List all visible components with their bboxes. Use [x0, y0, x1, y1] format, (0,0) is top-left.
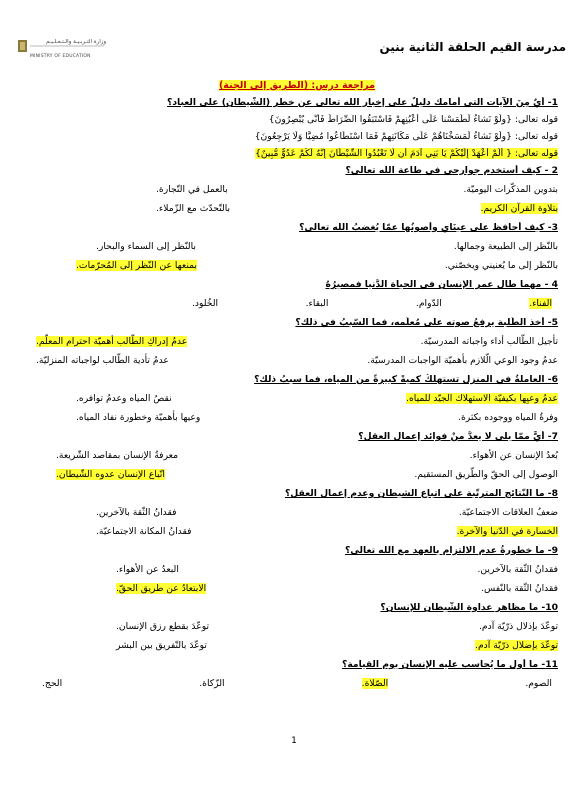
q9-option-4: الابتعادُ عن طريق الحقّ. [116, 583, 207, 594]
q7-option-3: الوصول إلى الحقّ والطّريق المستقيم. [414, 469, 558, 480]
page-number: 1 [291, 736, 297, 746]
q6-options-row-1 [36, 393, 558, 404]
q9-option-3: فقدانُ الثّقة بالنّفس. [481, 583, 558, 594]
q10-option-4: توعّدَ بالتّفريق بين البشر [116, 640, 207, 651]
q2-option-1: بتدوين المذكّرات اليوميّة. [463, 184, 558, 195]
worksheet-content [36, 80, 558, 697]
q2-options-row-2 [36, 203, 558, 214]
q3-options-row-1 [36, 241, 558, 252]
question-11: 11- ما أول ما يُحاسب عليه الإنسان يوم القيامة؟ [342, 659, 558, 670]
lesson-title: مراجعة درس: (الطريق إلى الجنة) [218, 80, 376, 91]
q10-option-2: توعّدَ بقطع رزق الإنسان. [116, 621, 210, 632]
q7-option-2: معرفةُ الإنسان بمقاصد الشّريعة. [56, 450, 178, 461]
question-1: 1- أيٌ مِنَ الآيات التي أمامك دليلٌ على إخبار الله تعالى عن خطر (الشّيطان) على العباد؟ [167, 97, 558, 108]
question-8: 8- ما النّتائج المترتّبة على اتباع الشيطان وعدم إعمال العقل؟ [284, 488, 558, 499]
q10-option-1: توعّدَ بإذلال ذرّيّة آدم. [479, 621, 558, 632]
q11-options-row [36, 678, 558, 689]
q5-option-3: عدمُ وجود الوعي الّلازم بأهميّة الواجبات المدرسيّة. [367, 355, 558, 366]
q9-option-2: البعدُ عن الأهواء. [116, 564, 179, 575]
question-6: 6- العاملةُ في المنزل تستهلكُ كميةً كبيرةً من المياه، فما سببُ ذلك؟ [254, 374, 558, 385]
q7-options-row-2 [36, 469, 558, 480]
q5-option-2: عدمُ إدراكِ الطّالب أهميّة احترام المعلّم. [36, 336, 188, 347]
q2-option-3: بتلاوة القرآن الكريم. [480, 203, 558, 214]
q11-option-2: الصّلاة. [361, 678, 389, 689]
q3-option-3: بالنّظر إلى ما يُعنيني ويخصّني. [444, 260, 558, 271]
q10-options-row-1 [36, 621, 558, 632]
q3-option-2: بالنّظر إلى السماء والبحار. [96, 241, 196, 252]
q2-option-2: بالعمل في التّجارة. [156, 184, 228, 195]
q4-options-row [36, 298, 558, 309]
question-7: 7- أيٌّ ممّا يلي لا يعدُّ منْ فوائد إعمال العقل؟ [358, 431, 558, 442]
q2-options-row-1 [36, 184, 558, 195]
q8-option-1: ضعفُ العلاقات الاجتماعيّة. [458, 507, 558, 518]
q11-option-4: الحج. [42, 678, 63, 689]
q1-option-1: قوله تعالى: {ولَوْ نَشاءُ لَطَمَسْنا عَلَى أَعْيُنِهِمْ فَاسْتَبَقُوا الصِّرَاطَ فَأَنَّى يُبْصِرُونَ} [268, 114, 558, 125]
q4-option-3: البقاء. [305, 298, 329, 309]
q8-option-4: فقدانُ المكانة الاجتماعيّة. [96, 526, 192, 537]
q6-options-row-2 [36, 412, 558, 423]
q9-option-1: فقدانُ الثّقة بالآخرين. [477, 564, 558, 575]
q6-option-4: وعيها بأهميّة وخطورة نفاد المياه. [76, 412, 201, 423]
q8-options-row-2 [36, 526, 558, 537]
q8-options-row-1 [36, 507, 558, 518]
q10-option-3: توعّدَ بإضلال ذرّيّة آدم. [475, 640, 558, 651]
question-9: 9- ما خطورةُ عدم الالتزام بالعهد مع الله تعالى؟ [344, 545, 558, 556]
q10-options-row-2 [36, 640, 558, 651]
q11-option-3: الزّكاة. [199, 678, 225, 689]
page-header [16, 38, 572, 72]
q8-option-2: فقدانُ الثّقة بالآخرين. [96, 507, 177, 518]
q5-option-4: عدمُ تأدية الطّالب لواجباته المنزليّة. [36, 355, 169, 366]
q9-options-row-2 [36, 583, 558, 594]
q7-options-row-1 [36, 450, 558, 461]
q5-options-row-2 [36, 355, 558, 366]
school-name: مدرسة القيم الحلقة الثانية بنين [379, 40, 566, 54]
question-10: 10- ما مظاهر عداوة الشّيطان للإنسان؟ [380, 602, 558, 613]
question-2: 2 - كيف أستخدم جوارحي في طاعة الله تعالى؟ [345, 165, 558, 176]
ministry-name-ar: وزارة التـربـيـة والـتـعـلـيـم [46, 39, 107, 45]
q3-options-row-2 [36, 260, 558, 271]
q9-options-row-1 [36, 564, 558, 575]
q4-option-2: الدّوام. [415, 298, 442, 309]
question-5: 5- أخذ الطّلبة يرفعُ صوته على مُعلّمه، فما السّببُ في ذلك؟ [295, 317, 558, 328]
question-4: 4 - مهما طال عمر الإنسان في الحياة الدُّنيا فمصيرُهُ [325, 279, 558, 290]
q6-option-2: نقصُ المياه وعدمُ توافره. [76, 393, 172, 404]
q8-option-3: الخسارة في الدّنيا والآخرة. [456, 526, 558, 537]
q4-option-1: الفناء. [529, 298, 552, 309]
q3-option-1: بالنّظر إلى الطبيعة وجمالها. [453, 241, 558, 252]
q2-option-4: بالتّحدّث مع الزّملاء. [156, 203, 231, 214]
q1-option-3: قوله تعالى: { أَلَمْ أَعْهَدْ إِلَيْكُمْ يَا بَنِي آدَمَ أَن لَّا تَعْبُدُوا الشَّيْطَانَ إِنَّهُ لَكُمْ عَدُوٌّ مُّبِينٌ} [255, 148, 558, 159]
q3-option-4: بمنعها عن النّظر إلى المُحرّمات. [76, 260, 197, 271]
q11-option-1: الصوم. [525, 678, 552, 689]
question-3: 3- كيف أحافظ على عينَاي وأصونُها عمّا يُغضبُ الله تعالى؟ [299, 222, 558, 233]
q4-option-4: الخُلود. [192, 298, 219, 309]
q7-option-4: اتّباع الإنسان عدوه الشّيطان. [56, 469, 165, 480]
q5-option-1: تأجيل الطّالب أداء واجباته المدرسيّة. [420, 336, 558, 347]
q5-options-row-1 [36, 336, 558, 347]
q6-option-3: وفرةُ المياه ووجوده بكثرة. [458, 412, 558, 423]
q1-option-2: قوله تعالى: {ولَوْ نَشاءُ لَمَسَخْنَاهُمْ عَلَى مَكَانَتِهِمْ فَمَا اسْتَطَاعُوا مُضِيًّا وَلَا يَرْجِعُونَ} [254, 131, 558, 142]
q6-option-1: عدمُ وعيِها بكيفيّة الاستهلاك الجيّد للمياه. [406, 393, 558, 404]
ministry-name-en: MINISTRY OF EDUCATION [30, 54, 91, 59]
q7-option-1: بُعدُ الإنسان عن الأهواء. [469, 450, 558, 461]
